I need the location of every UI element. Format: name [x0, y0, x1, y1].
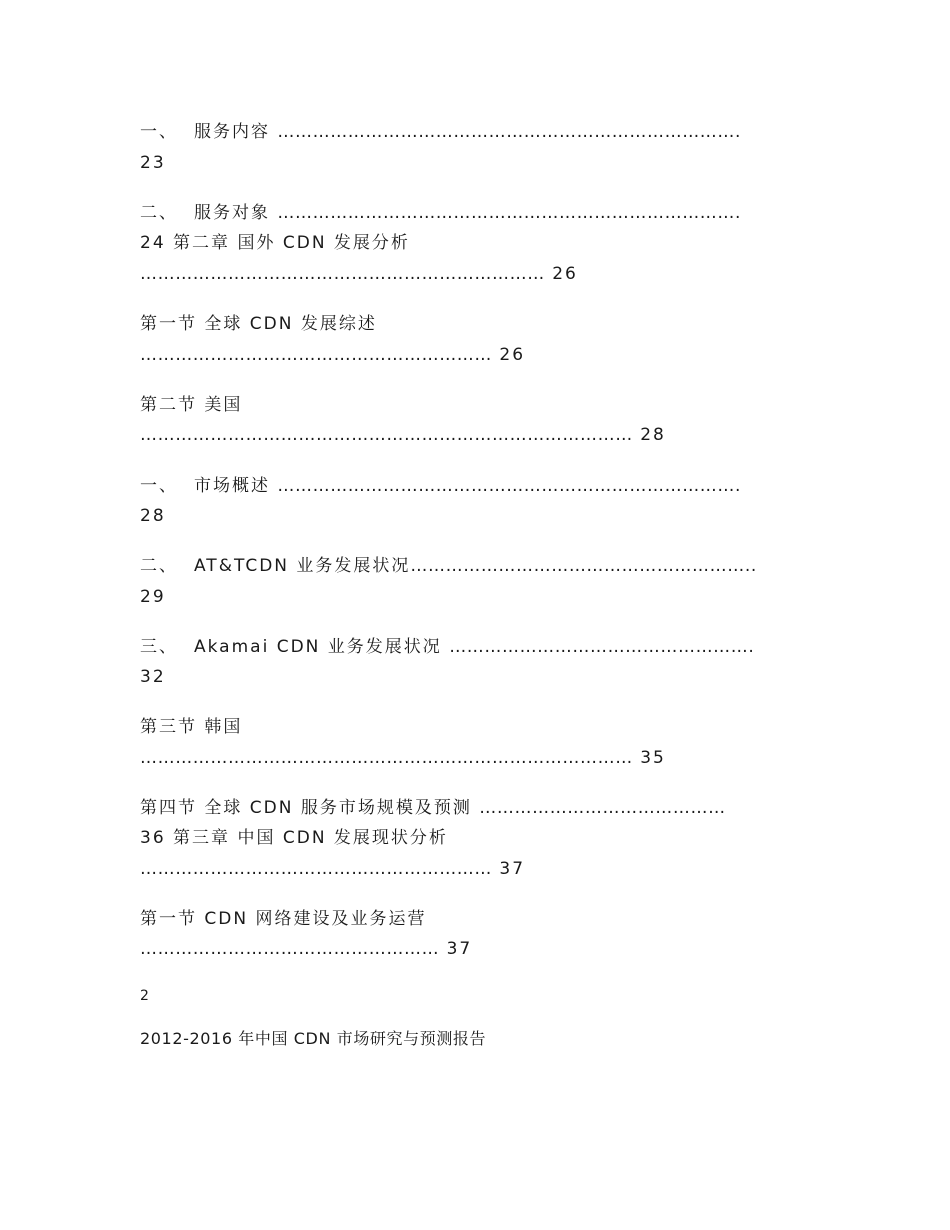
toc-line	[140, 395, 242, 415]
toc-line	[140, 233, 410, 253]
toc-num: 一、	[140, 476, 178, 496]
toc-leader: ……………………………………………………………	[140, 264, 545, 284]
toc-line	[140, 828, 448, 848]
toc-line	[140, 667, 166, 687]
toc-title: 第一节 全球 CDN 发展综述	[140, 314, 377, 334]
toc-page: 32	[140, 667, 166, 687]
toc-title: 第四节 全球 CDN 服务市场规模及预测	[140, 798, 472, 818]
toc-num: 二、	[140, 556, 178, 576]
toc-page: 28	[640, 425, 666, 445]
page-number: 2	[140, 988, 150, 1004]
toc-leader: …………………………………………….	[449, 637, 755, 657]
toc-line	[140, 153, 166, 173]
toc-title: 第一节 CDN 网络建设及业务运营	[140, 909, 427, 929]
toc-line	[140, 798, 726, 818]
toc-title: 服务对象	[194, 203, 270, 223]
toc-page: 28	[140, 506, 166, 526]
toc-line	[140, 476, 741, 496]
toc-leader: ……………………………………………………	[140, 859, 492, 879]
toc-title: 服务内容	[194, 122, 270, 142]
toc-num: 一、	[140, 122, 178, 142]
toc-line	[140, 939, 472, 959]
toc-line	[140, 506, 166, 526]
toc-title: Akamai CDN 业务发展状况	[194, 637, 442, 657]
toc-chapter-title: 第三章 中国 CDN 发展现状分析	[173, 828, 448, 848]
toc-leader: …………………………………………………………………….	[277, 203, 742, 223]
toc-line	[140, 122, 741, 142]
toc-leader: ……………………………………………………	[140, 345, 492, 365]
toc-page: 26	[499, 345, 526, 365]
toc-line	[140, 909, 426, 929]
toc-page: 24	[140, 233, 166, 253]
toc-page: 37	[499, 859, 526, 879]
toc-page: 35	[640, 748, 666, 768]
toc-line	[140, 314, 377, 334]
toc-line	[140, 637, 754, 657]
footer-title: 2012-2016 年中国 CDN 市场研究与预测报告	[140, 1029, 487, 1048]
toc-line	[140, 556, 757, 576]
toc-title: AT&TCDN 业务发展状况	[194, 556, 411, 576]
toc-leader: …………………………………………………………………………	[140, 425, 633, 445]
toc-title: 第三节 韩国	[140, 717, 243, 737]
toc-title: 第二节 美国	[140, 395, 243, 415]
toc-num: 二、	[140, 203, 178, 223]
toc-page: 37	[446, 939, 473, 959]
toc-leader: …………………………………………………..	[410, 556, 757, 576]
toc-page: 36	[140, 828, 166, 848]
toc-line	[140, 264, 578, 284]
toc-leader: …………………………………………………………………….	[277, 122, 742, 142]
toc-line	[140, 748, 666, 768]
toc-page: 23	[140, 153, 166, 173]
toc-leader: …………………………………………………………………….	[277, 476, 742, 496]
toc-title: 市场概述	[194, 476, 270, 496]
toc-chapter-title: 第二章 国外 CDN 发展分析	[173, 233, 410, 253]
toc-line	[140, 859, 525, 879]
toc-page: 29	[140, 587, 166, 607]
toc-line	[140, 345, 525, 365]
toc-leader: ……………………………………………	[140, 939, 440, 959]
toc-line	[140, 425, 666, 445]
toc-num: 三、	[140, 637, 178, 657]
toc-line	[140, 587, 166, 607]
toc-line	[140, 717, 242, 737]
toc-line	[140, 203, 741, 223]
toc-leader: ……………………………………	[479, 798, 726, 818]
toc-page: 26	[552, 264, 578, 284]
toc-leader: …………………………………………………………………………	[140, 748, 633, 768]
